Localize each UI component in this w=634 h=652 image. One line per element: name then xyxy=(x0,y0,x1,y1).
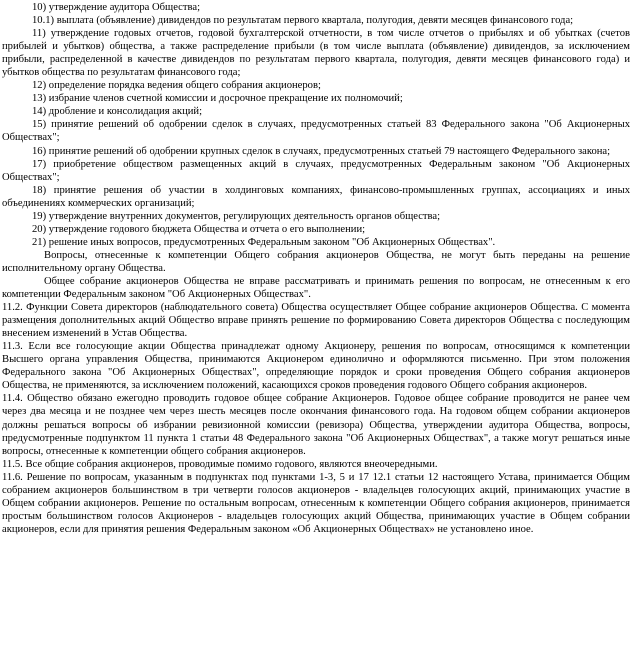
clause-11-4: 11.4. Общество обязано ежегодно проводить годовое общее собрание Акционеров. Годовое общее собрание проводится не ранее чем через два месяца и не позднее чем через шесть месяцев после окончания финансового года. На годовом общем собрании акционеров должны решаться вопросы об избрании ревизионной комиссии (ревизора) Общества, утверждении аудитора Общества, вопросы, предусмотренные подпунктом 11 пункта 1 статьи 48 Федерального закона "Об Акционерных Обществах", а также могут решаться иные вопросы, отнесенные к компетенции общего собрания акционеров. xyxy=(2,393,630,457)
clause-11-2: 11.2. Функции Совета директоров (наблюдательного совета) Общества осуществляет Общее собрание акционеров Общества. С момента размещения дополнительных акций Общество вправе принять решение по формированию Совета директоров Общества с последующим внесением изменений в Устав Общества. xyxy=(2,302,630,340)
document-body xyxy=(2,1,630,536)
paragraph-item-20: 20) утверждение годового бюджета Общества и отчета о его выполнении; xyxy=(32,223,366,235)
paragraph-competence-note: Вопросы, отнесенные к компетенции Общего собрания акционеров Общества, не могут быть переданы на решение исполнительному органу Общества. xyxy=(2,249,630,274)
clause-11-3: 11.3. Если все голосующие акции Общества принадлежат одному Акционеру, решения по вопросам, относящимся к компетенции Высшего органа управления Общества, принимаются Акционером единолично и оформляются письменно. При этом положения Федерального закона "Об Акционерных Обществах", определяющие порядок и сроки проведения Общего собрания акционеров Общества, не применяются, за исключением положений, касающихся сроков проведения годового Общего собрания акционеров. xyxy=(2,341,630,392)
paragraph-item-19: 19) утверждение внутренних документов, регулирующих деятельность органов общества; xyxy=(32,210,441,222)
paragraph-item-13: 13) избрание членов счетной комиссии и досрочное прекращение их полномочий; xyxy=(32,93,403,105)
paragraph-item-16: 16) принятие решений об одобрении крупных сделок в случаях, предусмотренных статьей 79 настоящего Федерального закона; xyxy=(32,145,611,157)
paragraph-item-17: 17) приобретение обществом размещенных акций в случаях, предусмотренных Федеральным законом "Об Акционерных Обществах"; xyxy=(2,158,630,183)
clause-11-5: 11.5. Все общие собрания акционеров, проводимые помимо годового, являются внеочередными. xyxy=(2,458,438,470)
paragraph-item-21: 21) решение иных вопросов, предусмотренных Федеральным законом "Об Акционерных Обществах". xyxy=(32,236,496,248)
paragraph-item-10: 10) утверждение аудитора Общества; xyxy=(32,2,201,13)
clause-11-6: 11.6. Решение по вопросам, указанным в подпунктах под пунктами 1-3, 5 и 17 12.1 статьи 12 настоящего Устава, принимается Общим собранием акционеров большинством в три четверти голосов акционеров - владельцев голосующих акций, принимающих участие в Общем собрании акционеров. Решение по остальным вопросам, отнесенным к компетенции Общего собрания акционеров, принимается простым большинством голосов Акционеров - владельцев голосующих акций Общества, принимающих участие в Общем собрании акционеров, если для принятия решения Федеральным законом «Об Акционерных Обществах» не установлено иное. xyxy=(2,471,630,535)
paragraph-restriction-note: Общее собрание акционеров Общества не вправе рассматривать и принимать решения по вопросам, не отнесенным к его компетенции Федеральным законом "Об Акционерных Обществах". xyxy=(2,275,630,301)
paragraph-item-11: 11) утверждение годовых отчетов, годовой бухгалтерской отчетности, в том числе отчетов о прибылях и об убытках (счетов прибылей и убытков) общества, а также распределение прибыли (в том числе выплата (объявление) дивидендов, за исключением прибыли, распределенной в качестве дивидендов по результатам первого квартала, полугодия, девяти месяцев финансового года) и убытков общества по результатам финансового года; xyxy=(2,28,630,79)
paragraph-item-18: 18) принятие решения об участии в холдинговых компаниях, финансово-промышленных группах, ассоциациях и иных объединениях коммерческих организаций; xyxy=(2,184,630,209)
paragraph-item-14: 14) дробление и консолидация акций; xyxy=(32,106,203,118)
paragraph-item-10-1: 10.1) выплата (объявление) дивидендов по результатам первого квартала, полугодия, девяти месяцев финансового года; xyxy=(32,15,574,27)
paragraph-item-15: 15) принятие решений об одобрении сделок в случаях, предусмотренных статьей 83 Федерального закона "Об Акционерных Обществах"; xyxy=(2,119,630,144)
paragraph-item-12: 12) определение порядка ведения общего собрания акционеров; xyxy=(32,80,321,92)
